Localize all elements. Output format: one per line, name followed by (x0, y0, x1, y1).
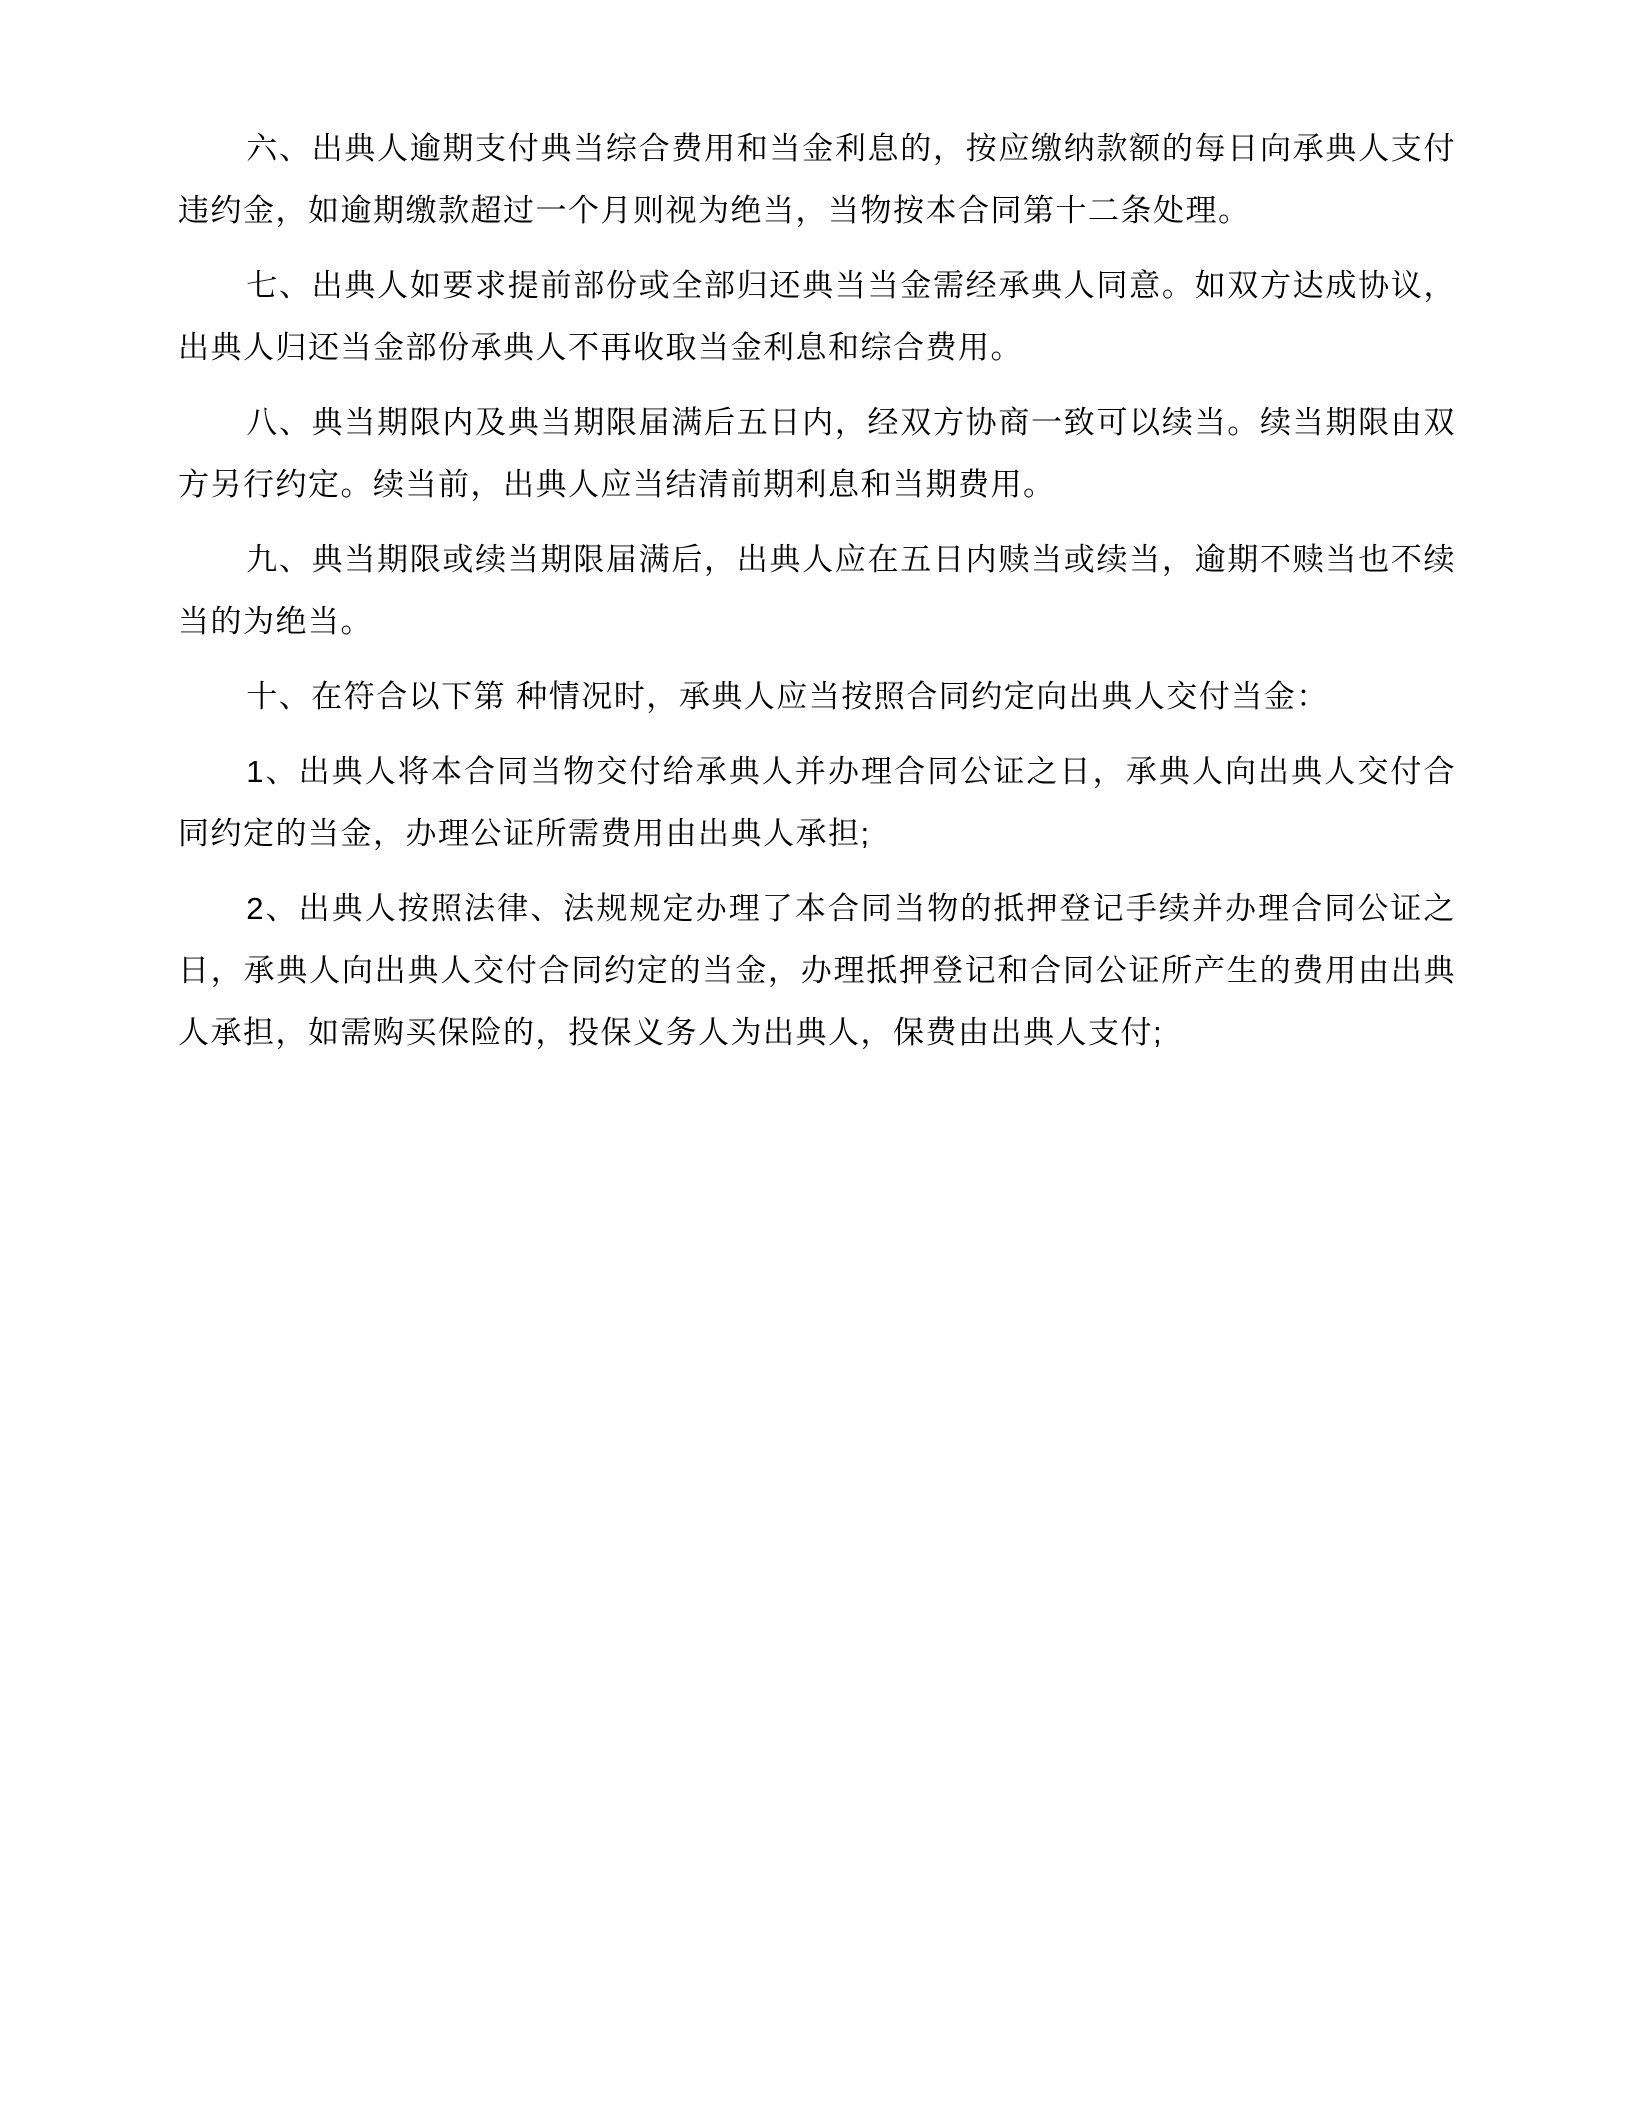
paragraph-clause-10-item-1: 1、出典人将本合同当物交付给承典人并办理合同公证之日，承典人向出典人交付合同约定的当金，办理公证所需费用由出典人承担; (178, 754, 1456, 851)
paragraph-clause-7: 七、出典人如要求提前部份或全部归还典当当金需经承典人同意。如双方达成协议，出典人归还当金部份承典人不再收取当金利息和综合费用。 (178, 268, 1456, 365)
paragraph-clause-10: 十、在符合以下第 种情况时，承典人应当按照合同约定向出典人交付当金： (246, 679, 1329, 714)
document-body (178, 118, 1456, 1064)
paragraph-clause-9: 九、典当期限或续当期限届满后，出典人应在五日内赎当或续当，逾期不赎当也不续当的为绝当。 (178, 542, 1456, 639)
paragraph-clause-8: 八、典当期限内及典当期限届满后五日内，经双方协商一致可以续当。续当期限由双方另行约定。续当前，出典人应当结清前期利息和当期费用。 (178, 405, 1456, 502)
paragraph-clause-6: 六、出典人逾期支付典当综合费用和当金利息的，按应缴纳款额的每日向承典人支付违约金，如逾期缴款超过一个月则视为绝当，当物按本合同第十二条处理。 (178, 131, 1456, 228)
paragraph-clause-10-item-2: 2、出典人按照法律、法规规定办理了本合同当物的抵押登记手续并办理合同公证之日，承典人向出典人交付合同约定的当金，办理抵押登记和合同公证所产生的费用由出典人承担，如需购买保险的，投保义务人为出典人，保费由出典人支付; (178, 891, 1456, 1050)
